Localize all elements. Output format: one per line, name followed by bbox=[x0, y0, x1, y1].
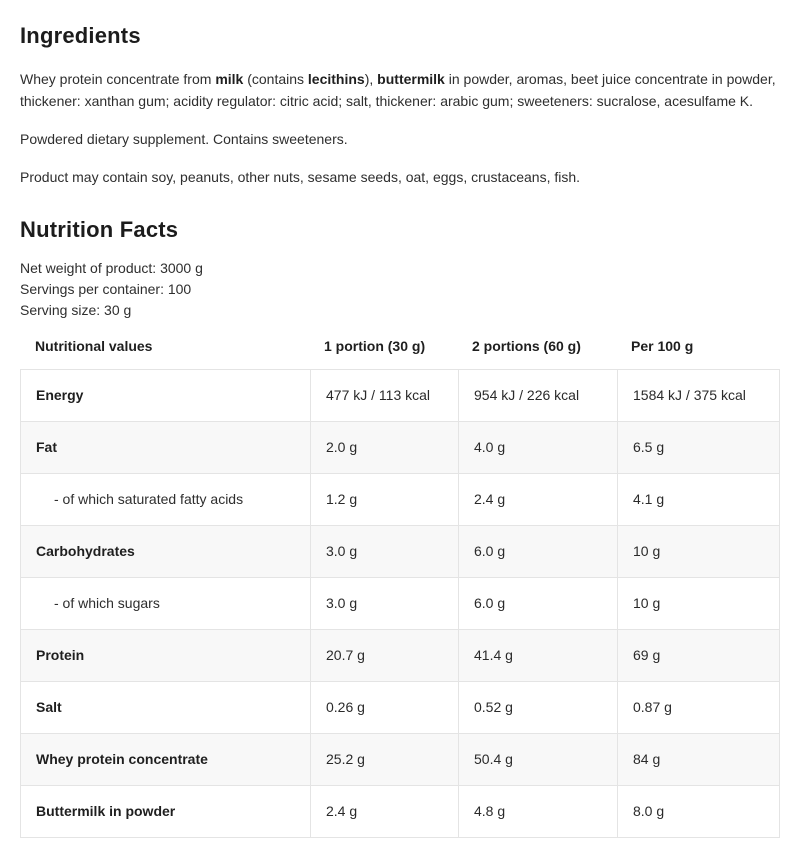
table-row bbox=[21, 629, 779, 681]
table-row bbox=[21, 473, 779, 525]
nutrient-label: - of which saturated fatty acids bbox=[54, 491, 244, 507]
nutrient-value: 0.87 g bbox=[617, 682, 779, 733]
table-row bbox=[21, 525, 779, 577]
nutrient-value: 4.1 g bbox=[617, 474, 779, 525]
nutrient-value: 0.52 g bbox=[458, 682, 617, 733]
nutrient-value: 10 g bbox=[617, 578, 779, 629]
nutrient-value: 20.7 g bbox=[310, 630, 458, 681]
allergen-note: Product may contain soy, peanuts, other nuts, sesame seeds, oat, eggs, crustaceans, fish. bbox=[20, 169, 581, 185]
table-row bbox=[21, 370, 779, 421]
nutrient-label: - of which sugars bbox=[54, 595, 160, 611]
ingredient-text: Whey protein concentrate from bbox=[20, 71, 216, 87]
nutrient-value: 6.5 g bbox=[617, 422, 779, 473]
nutrient-label: Protein bbox=[36, 647, 85, 663]
ingredient-text: (contains bbox=[243, 71, 308, 87]
serving-size-line: Serving size: 30 g bbox=[20, 302, 132, 318]
table-row bbox=[21, 577, 779, 629]
nutrient-label: Salt bbox=[36, 699, 62, 715]
nutrient-value: 3.0 g bbox=[310, 526, 458, 577]
header-1-portion: 1 portion (30 g) bbox=[324, 338, 426, 354]
nutrition-facts-title: Nutrition Facts bbox=[20, 217, 179, 242]
serving-info bbox=[20, 258, 780, 321]
nutrient-value: 954 kJ / 226 kcal bbox=[458, 370, 617, 421]
nutrition-facts-section bbox=[20, 218, 780, 838]
header-nutritional-values: Nutritional values bbox=[35, 338, 153, 354]
nutrient-label: Buttermilk in powder bbox=[36, 803, 176, 819]
ingredients-section bbox=[20, 24, 780, 188]
ingredient-emphasis: milk bbox=[215, 71, 244, 87]
ingredient-emphasis: buttermilk bbox=[377, 71, 445, 87]
nutrient-value: 3.0 g bbox=[310, 578, 458, 629]
ingredient-text: ), bbox=[364, 71, 378, 87]
nutrient-value: 0.26 g bbox=[310, 682, 458, 733]
net-weight-line: Net weight of product: 3000 g bbox=[20, 260, 203, 276]
table-row bbox=[21, 421, 779, 473]
ingredient-text: in powder, aromas, beet juice concentrate in powder, thickener: xanthan gum; acidity regulator: citric acid; salt, thickener: arabic gum; sweeteners: sucralose, acesulfame K. bbox=[20, 71, 776, 109]
nutrient-label: Whey protein concentrate bbox=[36, 751, 208, 767]
ingredient-emphasis: lecithins bbox=[307, 71, 365, 87]
servings-per-container-line: Servings per container: 100 bbox=[20, 281, 192, 297]
nutrient-value: 1.2 g bbox=[310, 474, 458, 525]
ingredients-title: Ingredients bbox=[20, 23, 141, 48]
nutrient-value: 50.4 g bbox=[458, 734, 617, 785]
supplement-note: Powdered dietary supplement. Contains sweeteners. bbox=[20, 131, 348, 147]
nutrient-value: 10 g bbox=[617, 526, 779, 577]
nutrient-value: 84 g bbox=[617, 734, 779, 785]
nutrient-value: 8.0 g bbox=[617, 786, 779, 837]
table-row bbox=[21, 785, 779, 837]
table-row bbox=[21, 733, 779, 785]
nutrient-value: 4.8 g bbox=[458, 786, 617, 837]
nutrient-value: 41.4 g bbox=[458, 630, 617, 681]
nutrient-label: Energy bbox=[36, 387, 84, 403]
nutrient-value: 2.0 g bbox=[310, 422, 458, 473]
table-row bbox=[21, 681, 779, 733]
nutrient-value: 25.2 g bbox=[310, 734, 458, 785]
ingredients-paragraph bbox=[20, 68, 780, 112]
nutrient-label: Fat bbox=[36, 439, 57, 455]
nutrient-value: 69 g bbox=[617, 630, 779, 681]
nutrient-value: 1584 kJ / 375 kcal bbox=[617, 370, 779, 421]
nutrient-value: 2.4 g bbox=[310, 786, 458, 837]
nutrient-value: 6.0 g bbox=[458, 578, 617, 629]
nutrient-value: 477 kJ / 113 kcal bbox=[310, 370, 458, 421]
nutrient-value: 4.0 g bbox=[458, 422, 617, 473]
nutrient-value: 2.4 g bbox=[458, 474, 617, 525]
nutrient-label: Carbohydrates bbox=[36, 543, 135, 559]
nutrition-table-header bbox=[20, 335, 780, 357]
header-2-portions: 2 portions (60 g) bbox=[472, 338, 581, 354]
nutrient-value: 6.0 g bbox=[458, 526, 617, 577]
header-per-100g: Per 100 g bbox=[631, 338, 694, 354]
nutrition-table bbox=[20, 369, 780, 838]
